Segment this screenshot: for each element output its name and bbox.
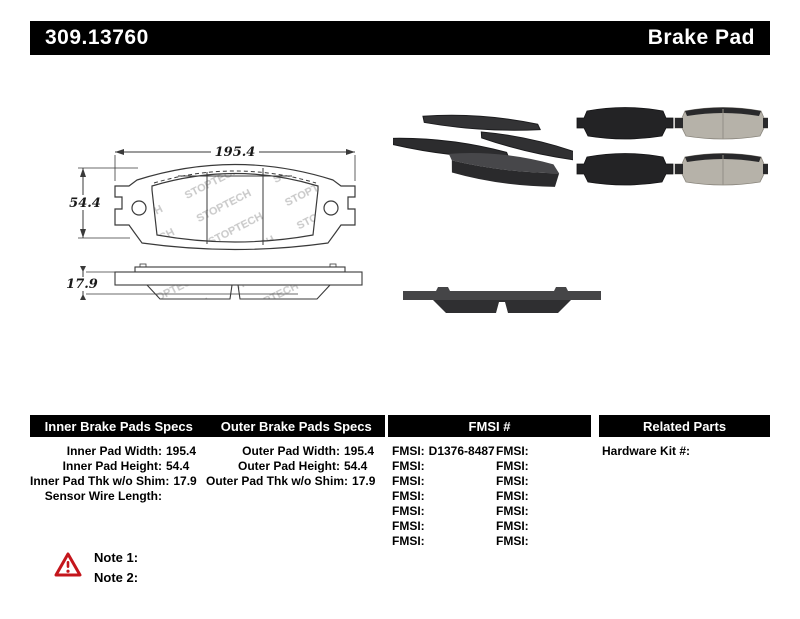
fmsi-row: FMSI: (496, 519, 529, 533)
front-view-drawing (115, 165, 355, 250)
fmsi-row: FMSI: (392, 534, 425, 548)
spec-row: Inner Pad Thk w/o Shim: 17.9 (30, 474, 197, 488)
inner-specs-column (30, 444, 206, 504)
notes-block (94, 548, 138, 588)
spec-row: Sensor Wire Length: (44, 489, 162, 503)
product-photo-side (398, 282, 608, 324)
related-row: Hardware Kit #: (602, 444, 691, 458)
header-bar (30, 21, 770, 55)
fmsi-row: FMSI: (392, 519, 425, 533)
outer-specs-header: Outer Brake Pads Specs (220, 418, 372, 434)
fmsi-row: FMSI: (496, 444, 529, 458)
fmsi-row: FMSI: (496, 504, 529, 518)
fmsi-row: FMSI: D1376-8487 (392, 444, 495, 458)
fmsi-row: FMSI: (496, 459, 529, 473)
product-photo-angled (393, 98, 573, 193)
related-parts-column (602, 444, 770, 459)
fmsi-row: FMSI: (392, 474, 425, 488)
friction-pad-face (152, 174, 318, 243)
spec-row: Outer Pad Width: 195.4 (242, 444, 375, 458)
related-parts-header: Related Parts (642, 418, 727, 434)
inner-specs-header: Inner Brake Pads Specs (44, 418, 193, 434)
part-number: 309.13760 (45, 26, 149, 49)
friction-side-profile (147, 285, 330, 299)
friction-pad-photo-bottom (675, 154, 768, 186)
fmsi-row: FMSI: (392, 459, 425, 473)
product-type-title: Brake Pad (647, 26, 755, 49)
fmsi-header-bar (388, 415, 591, 437)
fmsi-header: FMSI # (468, 418, 511, 434)
product-photo-flat (573, 98, 768, 198)
fmsi-row: FMSI: (496, 474, 529, 488)
technical-drawing (30, 85, 390, 320)
fmsi-row: FMSI: (392, 504, 425, 518)
height-dimension-label: 54.4 (69, 196, 101, 211)
width-dimension-label: 195.4 (214, 145, 256, 160)
fmsi-right-column (496, 444, 588, 549)
spec-row: Outer Pad Height: 54.4 (237, 459, 368, 473)
spec-row: Inner Pad Height: 54.4 (62, 459, 190, 473)
fmsi-row: FMSI: (496, 534, 529, 548)
fmsi-row: FMSI: (392, 489, 425, 503)
related-parts-header-bar (599, 415, 770, 437)
warning-triangle-icon (54, 552, 82, 578)
fmsi-left-column (392, 444, 494, 549)
thickness-dimension-label: 17.9 (66, 277, 98, 292)
spec-row: Outer Pad Thk w/o Shim: 17.9 (206, 474, 376, 488)
note-2: Note 2: (94, 570, 139, 585)
specs-header-bar (30, 415, 385, 437)
friction-pad-photo-top (675, 108, 768, 140)
note-1: Note 1: (94, 550, 139, 565)
spec-row: Inner Pad Width: 195.4 (66, 444, 197, 458)
outer-specs-column (206, 444, 384, 489)
fmsi-row: FMSI: (496, 489, 529, 503)
